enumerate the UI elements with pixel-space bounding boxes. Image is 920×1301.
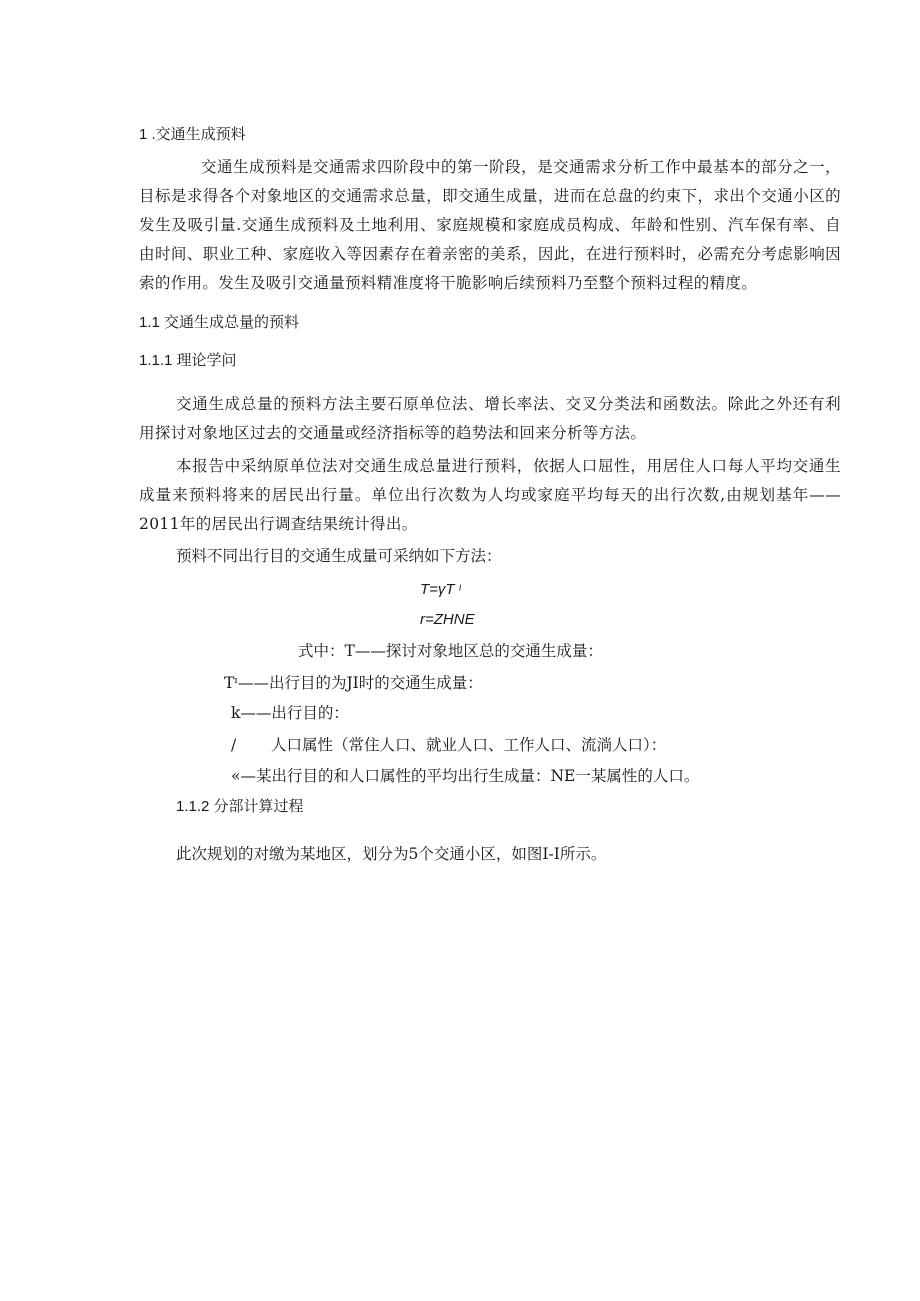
section-1-1-heading: 1.1 交通生成总量的预料 — [139, 314, 300, 331]
section-1-heading: 1 .交通生成预料 — [139, 126, 246, 143]
formula-total-generation: T=γT ᶦ — [420, 581, 461, 598]
section-1-1-2-heading: 1.1.2 分部计算过程 — [176, 798, 304, 815]
definition-l-text: 人口属性（常住人口、就业人口、工作人口、流淌人口）： — [271, 736, 667, 754]
formula-where-line: 式中：T——探讨对象地区总的交通生成量： — [298, 642, 603, 660]
section-1-1-1-heading: 1.1.1 理论学问 — [139, 352, 237, 369]
definition-ti: Tᶦ——出行目的为JI时的交通生成量： — [224, 674, 483, 692]
formula-unit-method: r=ZHNE — [420, 611, 475, 628]
section-1-1-2-paragraph: 此次规划的对缴为某地区，划分为5个交通小区，如图I-I所示。 — [176, 845, 607, 863]
definition-k: k——出行目的： — [231, 704, 349, 722]
method-intro-text: 预料不同出行目的交通生成量可采纳如下方法： — [176, 547, 502, 565]
section-1-1-1-paragraph-1: 交通生成总量的预料方法主要石原单位法、增长率法、交叉分类法和函数法。除此之外还有利用探讨对象地区过去的交通量或经济指标等的趋势法和回来分析等方法。 — [139, 395, 841, 442]
definition-l-symbol: / — [231, 736, 237, 754]
definition-rate-and-population: «—某出行目的和人口属性的平均出行生成量：NE一某属性的人口。 — [231, 767, 700, 785]
section-1-paragraph: 交通生成预料是交通需求四阶段中的第一阶段，是交通需求分析工作中最基本的部分之一，目标是求得各个对象地区的交通需求总量，即交通生成量，进而在总盘的约束下，求出个交通小区的发生及吸引量.交通生成预料及土地利用、家庭规模和家庭成员构成、年龄和性别、汽车保有率、自由时间、职业工种、家庭收入等因素存在着亲密的美系，因此，在进行预料时，必需充分考虑影响因索的作用。发生及吸引交通量预料精准度将干脆影响后续预料乃至整个预料过程的精度。 — [139, 158, 841, 292]
section-1-1-1-paragraph-2: 本报告中采纳原单位法对交通生成总量进行预料，依据人口屈性，用居住人口每人平均交通生成量来预料将来的居民出行量。单位出行次数为人均或家庭平均每天的出行次数,由规划基年——2011年的居民出行调查结果统计得出。 — [139, 457, 841, 533]
